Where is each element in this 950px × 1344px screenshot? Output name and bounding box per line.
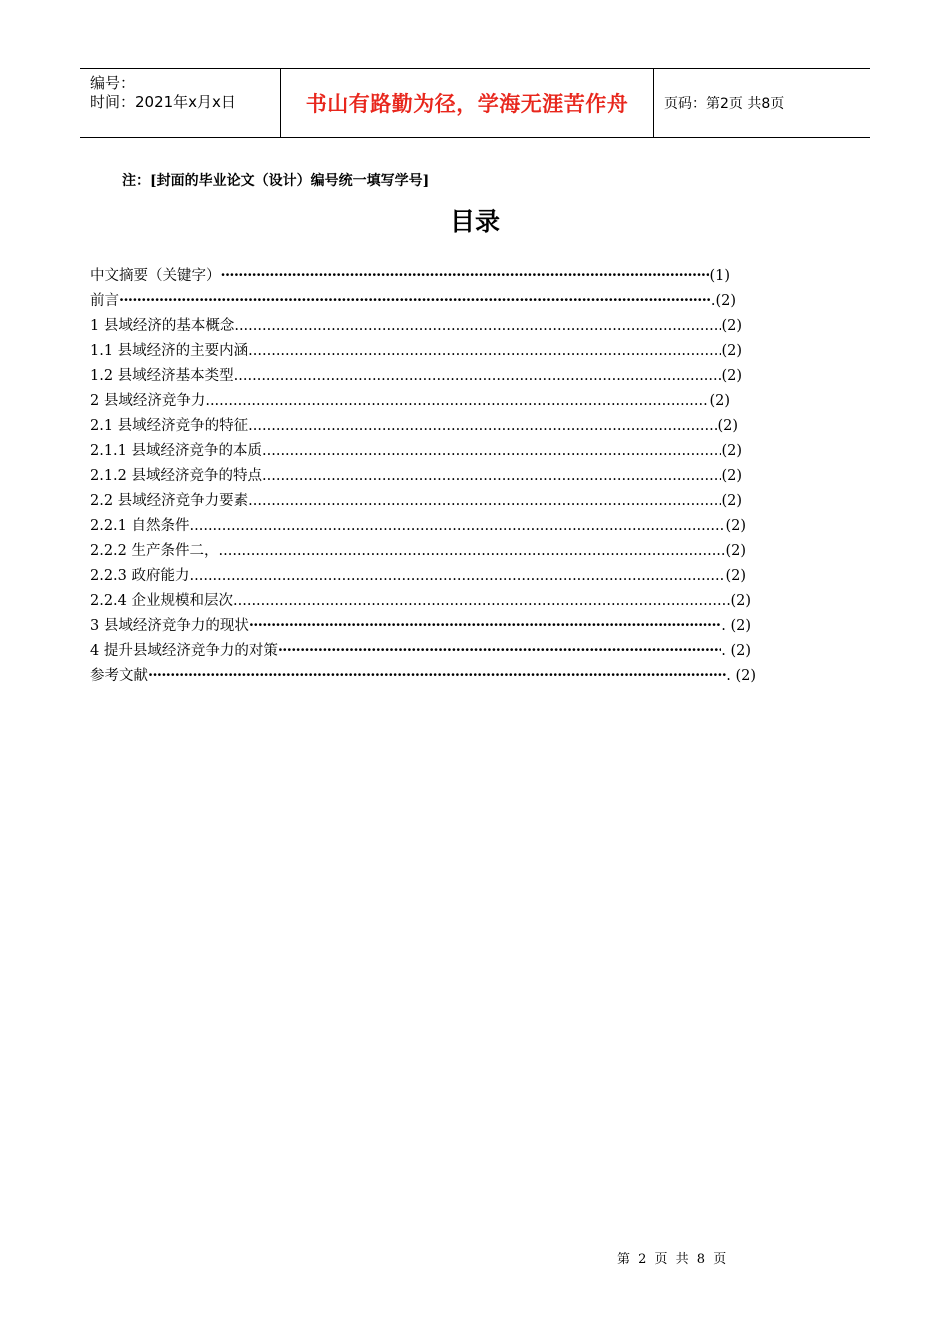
toc-entry-page: (2)	[721, 468, 742, 484]
toc-leader-dots	[221, 267, 710, 284]
header-left-cell	[80, 69, 281, 137]
page-footer: 第 2 页 共 8 页	[617, 1252, 727, 1267]
page-info: 页码：第2页 共8页	[664, 96, 785, 112]
toc-entry[interactable]	[90, 414, 738, 438]
toc-entry[interactable]	[90, 589, 751, 613]
toc-entry-page: (2)	[725, 518, 746, 534]
page-title: 目录	[449, 207, 500, 236]
toc-leader-dots	[219, 543, 726, 559]
toc-entry-label: 1 县域经济的基本概念	[90, 318, 235, 334]
toc-entry-label: 4 提升县域经济竞争力的对策	[90, 643, 278, 659]
toc-entry-label: 中文摘要（关键字）	[90, 268, 221, 284]
toc-entry[interactable]	[90, 664, 756, 688]
toc-entry-label: 2.2.1 自然条件	[90, 518, 190, 534]
toc-leader-dots	[205, 393, 709, 409]
toc-entry[interactable]	[90, 289, 736, 313]
toc-entry[interactable]	[90, 489, 742, 513]
toc-entry[interactable]	[90, 464, 742, 488]
toc-leader-dots	[248, 493, 721, 509]
header-table	[80, 68, 870, 138]
motto-text: 书山有路勤为径，学海无涯苦作舟	[305, 92, 629, 116]
toc-entry-page: (2)	[709, 393, 730, 409]
toc-entry[interactable]	[90, 264, 730, 288]
toc-entry-label: 2.2.4 企业规模和层次	[90, 593, 234, 609]
toc-leader-dots	[248, 418, 717, 434]
toc-leader-dots	[148, 667, 726, 684]
header-right-cell	[654, 69, 870, 137]
toc-leader-dots	[249, 617, 721, 634]
toc-entry-label: 前言	[90, 293, 119, 309]
toc-entry-page: . (2)	[721, 643, 751, 659]
toc-entry-label: 2.2.3 政府能力	[90, 568, 190, 584]
toc-entry-page: . (2)	[726, 668, 756, 684]
toc-entry[interactable]	[90, 564, 746, 588]
toc-entry[interactable]	[90, 339, 742, 363]
toc-leader-dots	[234, 318, 721, 334]
toc-entry-label: 2.2 县域经济竞争力要素	[90, 493, 249, 509]
time-label: 时间：2021年x月x日	[90, 93, 236, 111]
toc-entry-page: . (2)	[721, 618, 751, 634]
toc-entry-label: 1.1 县域经济的主要内涵	[90, 343, 249, 359]
toc-entry-page: (2)	[730, 593, 751, 609]
toc-entry[interactable]	[90, 614, 751, 638]
toc-entry-label: 2 县域经济竞争力	[90, 393, 206, 409]
toc-leader-dots	[234, 368, 722, 384]
cover-note: 注：[封面的毕业论文（设计）编号统一填写学号]	[122, 173, 430, 189]
toc-entry-page: (2)	[721, 343, 742, 359]
toc-entry[interactable]	[90, 439, 742, 463]
toc-entry-label: 参考文献	[90, 668, 148, 684]
toc-leader-dots	[262, 443, 721, 459]
toc-leader-dots	[190, 518, 726, 534]
toc-entry-page: (2)	[721, 368, 742, 384]
toc-leader-dots	[278, 642, 721, 659]
toc-leader-dots	[119, 292, 711, 309]
toc-entry-page: (1)	[709, 268, 730, 284]
toc-entry[interactable]	[90, 314, 742, 338]
toc-entry[interactable]	[90, 539, 746, 563]
toc-leader-dots	[248, 343, 721, 359]
toc-entry-page: (2)	[717, 418, 738, 434]
toc-entry-page: (2)	[725, 543, 746, 559]
toc-entry-page: (2)	[725, 568, 746, 584]
toc-entry[interactable]	[90, 389, 730, 413]
toc-entry-label: 2.2.2 生产条件二，	[90, 543, 219, 559]
header-center-cell	[281, 69, 654, 137]
toc-entry-page: .(2)	[710, 293, 736, 309]
toc-entry[interactable]	[90, 364, 742, 388]
toc-leader-dots	[190, 568, 726, 584]
toc-entry-label: 2.1.2 县域经济竞争的特点	[90, 468, 263, 484]
toc-entry-label: 1.2 县域经济基本类型	[90, 368, 234, 384]
toc-entry[interactable]	[90, 514, 746, 538]
toc-leader-dots	[262, 468, 721, 484]
toc-entry-page: (2)	[721, 443, 742, 459]
toc-leader-dots	[233, 593, 730, 609]
toc-entry[interactable]	[90, 639, 751, 663]
toc-entry-label: 3 县域经济竞争力的现状	[90, 618, 249, 634]
toc-entry-page: (2)	[721, 493, 742, 509]
serial-label: 编号：	[90, 74, 136, 92]
toc-entry-label: 2.1 县域经济竞争的特征	[90, 418, 249, 434]
toc-entry-label: 2.1.1 县域经济竞争的本质	[90, 443, 263, 459]
toc-entry-page: (2)	[721, 318, 742, 334]
